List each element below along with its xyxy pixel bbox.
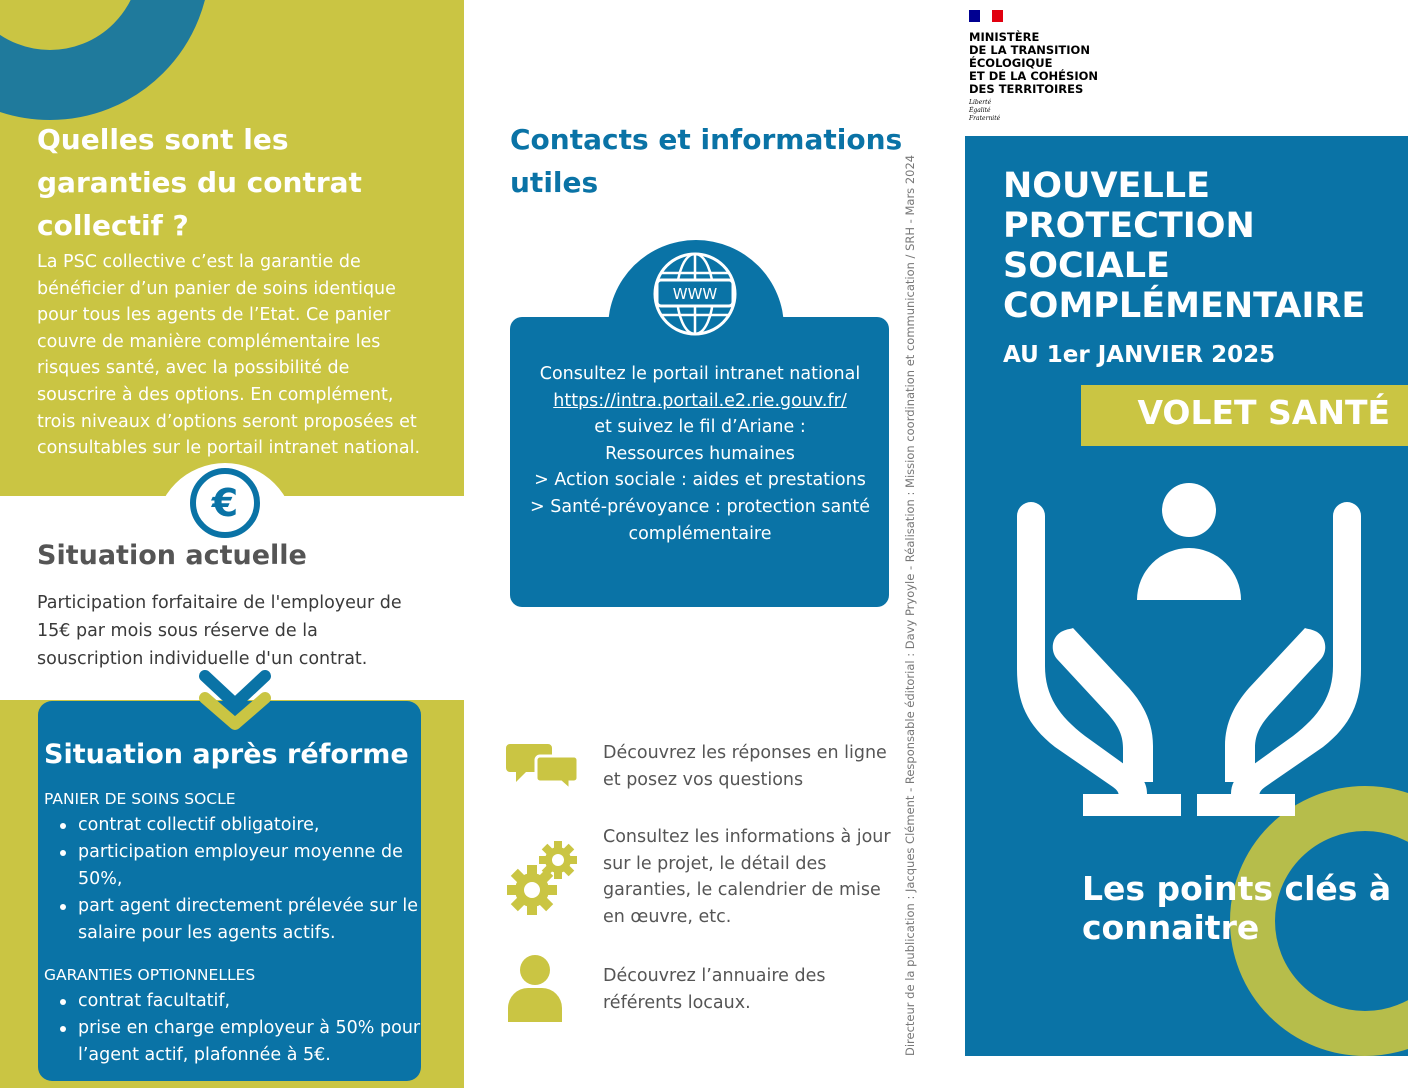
french-flag-icon [969,10,1003,22]
list-item: prise en charge employeur à 50% pour l’agent actif, plafonnée à 5€. [56,1015,422,1069]
cover-date: AU 1er JANVIER 2025 [1003,342,1276,368]
ministry-name-line: ÉCOLOGIQUE [969,56,1053,70]
portal-line: Ressources humaines [605,443,795,464]
portal-line: Consultez le portail intranet national [539,364,861,384]
motto-line: Liberté [969,99,992,106]
portal-link[interactable]: https://intra.portail.e2.rie.gouv.fr/ [553,390,847,411]
chevron-down-icon [199,668,271,730]
key-points-title: Les points clés à connaitre [1082,869,1392,947]
gears-icon [506,840,578,916]
reform-title: Situation après réforme [44,739,409,770]
chat-bubbles-icon [506,740,580,790]
ministry-name-line: ET DE LA COHÉSION [969,69,1098,83]
portal-line: et suivez le fil d’Ariane : [594,417,806,438]
base-list [56,812,422,947]
decorative-ring [0,0,210,120]
list-item: contrat facultatif, [56,988,422,1015]
caring-hands-icon [1013,478,1365,832]
info-text-project: Consultez les informations à jour sur le projet, le détail des garanties, le calendrier de mise en œuvre, etc. [603,827,891,927]
portal-line: > Santé-prévoyance : protection santé complémentaire [530,496,870,544]
options-list [56,988,422,1069]
question-body: La PSC collective c’est la garantie de bénéficier d’un panier de soins identique pour tous les agents de l’Etat. Ce panier couvre de manière complémentaire les risques santé, avec la possibilité de souscrire à des options. En complément, trois niveaux d’options seront proposées et consultables sur le portail intranet national. [37,252,421,459]
contacts-title: Contacts et informations utiles [510,123,903,199]
current-situation-body: Participation forfaitaire de l'employeur de 15€ par mois sous réserve de la souscription individuelle d'un contrat. [37,593,402,669]
motto-line: Fraternité [969,115,1001,122]
svg-text:€: € [211,481,239,525]
options-heading: GARANTIES OPTIONNELLES [44,966,256,984]
question-title: Quelles sont les garanties du contrat collectif ? [37,123,362,242]
cover-panel [965,136,1408,1056]
info-text-directory: Découvrez l’annuaire des référents locaux. [603,966,826,1013]
info-text-questions: Découvrez les réponses en ligne et posez vos questions [603,743,887,790]
euro-icon [189,467,261,539]
current-situation-title: Situation actuelle [37,540,307,571]
portal-line: > Action sociale : aides et prestations [534,470,866,491]
list-item: participation employeur moyenne de 50%, [56,839,422,893]
ministry-name-line: DE LA TRANSITION [969,43,1090,57]
portal-text [522,361,878,547]
base-heading: PANIER DE SOINS SOCLE [44,790,236,808]
ministry-name-line: DES TERRITOIRES [969,82,1084,96]
publication-credits: Directeur de la publication : Jacques Clément - Responsable éditorial : Davy Pryoyle - Réalisation : Mission coordination et communication / SRH - Mars 2024 [903,154,917,1056]
motto-line: Égalité [969,107,991,114]
www-label: WWW [672,285,718,303]
volet-band [1081,385,1408,446]
cover-title: NOUVELLE PROTECTION SOCIALE COMPLÉMENTAIRE [1003,166,1366,326]
volet-label: VOLET SANTÉ [1137,393,1390,432]
ministry-name-line: MINISTÈRE [969,30,1040,44]
globe-icon [651,250,739,338]
person-icon [506,952,564,1026]
list-item: part agent directement prélevée sur le salaire pour les agents actifs. [56,893,422,947]
list-item: contrat collectif obligatoire, [56,812,422,839]
